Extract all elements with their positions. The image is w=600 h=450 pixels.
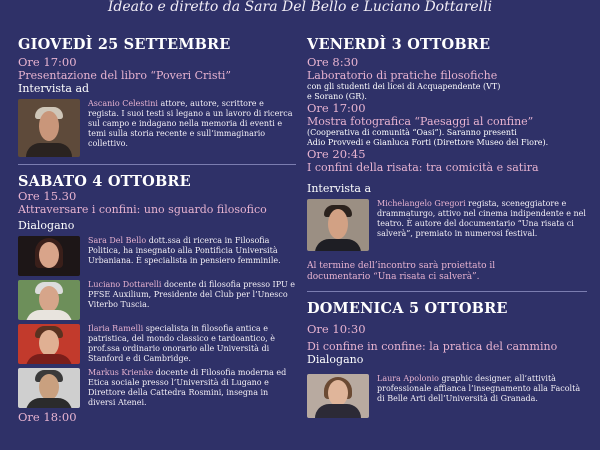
day-heading: GIOVEDÌ 25 SETTEMBRE [18,36,231,53]
event-title: Mostra fotografica “Paesaggi al confine” [307,115,534,128]
speaker [307,374,587,418]
speaker-desc: graphic designer, all’attività professionale affianca l’insegnamento alla Facoltà di Belle Arti dell’Università di Granada. [377,374,581,403]
header-credit: Ideato e diretto da Sara Del Bello e Luciano Dottarelli [107,0,493,15]
event-time: Ore 17:00 [307,101,366,115]
event-detail: con gli studenti dei licei di Acquapendente (VT) [307,82,501,91]
speaker-name: Luciano Dottarelli [88,280,162,289]
divider [307,291,587,292]
event-intro: Dialogano [18,219,75,232]
speaker-desc: attore, autore, scrittore e regista. I suoi testi si legano a un lavoro di ricerca sul campo e indagano nella memoria di eventi e temi sulla storia recente e sull’immaginario collettivo. [88,99,293,148]
speaker-photo [18,236,80,276]
event-time: Ore 20:45 [307,147,366,161]
speaker [18,368,296,408]
event-title: Presentazione del libro “Poveri Cristi” [18,69,232,82]
event-intro: Dialogano [307,353,364,366]
divider [18,164,296,165]
speaker [307,199,587,251]
speaker-bio [88,368,296,408]
speaker-name: Ilaria Ramelli [88,324,144,333]
event-time: Ore 17:00 [18,55,77,69]
event-time: Ore 8:30 [307,55,359,69]
speaker-desc: dott.ssa di ricerca in Filosofia Politica, ha insegnato alla Pontificia Università Urbaniana. È specialista in pensiero femminile. [88,236,281,265]
event-detail: (Cooperativa di comunità “Oasi”). Saranno presenti [307,128,517,137]
event-detail: e Sorano (GR). [307,92,367,101]
speaker-bio [88,280,296,310]
speaker-photo [18,324,80,364]
speaker-name: Markus Krienke [88,368,154,377]
speaker [18,99,296,157]
speaker-bio [88,99,296,149]
speaker [18,324,296,364]
speaker-bio [377,374,587,404]
speaker [18,236,296,276]
speaker-desc: regista, sceneggiatore e drammaturgo, attivo nel cinema indipendente e nel teatro. È autore del documentario “Una risata ci salverà”, premiato in numerosi festival. [377,199,586,238]
speaker [18,280,296,320]
speaker-photo [307,199,369,251]
event-intro: Intervista a [307,182,372,195]
event-intro: Intervista ad [18,82,90,95]
speaker-photo [18,99,80,157]
day-heading: VENERDÌ 3 OTTOBRE [307,36,491,53]
speaker-name: Michelangelo Gregori [377,199,466,208]
speaker-bio [88,324,296,364]
speaker-name: Ascanio Celestini [88,99,158,108]
event-title: Laboratorio di pratiche filosofiche [307,69,498,82]
closing-note: Al termine dell’incontro sarà proiettato il [307,261,496,271]
right-column [307,36,587,418]
speaker-name: Sara Del Bello [88,236,147,245]
closing-note: documentario “Una risata ci salverà”. [307,272,480,282]
speaker-photo [18,280,80,320]
event-title: Attraversare i confini: uno sguardo filosofico [18,203,267,216]
event-detail: Adio Provvedi e Gianluca Forti (Direttore Museo del Fiore). [307,138,549,147]
speaker-photo [307,374,369,418]
event-time: Ore 15.30 [18,189,77,203]
speaker-bio [377,199,587,239]
day-heading: SABATO 4 OTTOBRE [18,173,191,190]
day-heading: DOMENICA 5 OTTOBRE [307,300,508,317]
left-column [18,36,296,424]
speaker-bio [88,236,296,266]
speaker-desc: specialista in filosofia antica e patristica, del mondo classico e tardoantico, è prof.ssa ordinario onorario alle Università di Stanford e di Cambridge. [88,324,275,363]
event-time: Ore 10:30 [307,322,366,336]
speaker-photo [18,368,80,408]
speaker-desc: docente di Filosofia moderna ed Etica sociale presso l’Università di Lugano e Direttore della Cattedra Rosmini, insegna in diversi Atenei. [88,368,287,407]
event-time: Ore 18:00 [18,410,77,424]
event-title: Di confine in confine: la pratica del cammino [307,340,558,353]
speaker-desc: docente di filosofia presso IPU e PFSE Auxilium, Presidente del Club per l’Unesco Viterbo Tuscia. [88,280,295,309]
event-title: I confini della risata: tra comicità e satira [307,161,539,174]
speaker-name: Laura Apolonio [377,374,439,383]
